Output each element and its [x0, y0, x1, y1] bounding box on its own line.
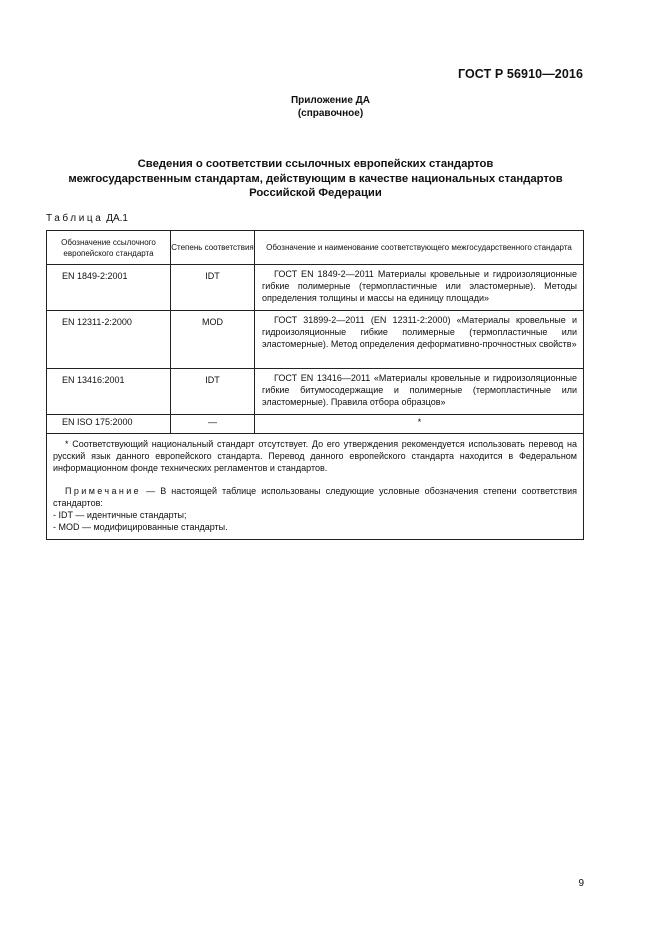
interstate-standard-cell: * [255, 415, 584, 434]
ref-standard-cell: EN ISO 175:2000 [47, 415, 171, 434]
page-number: 9 [578, 878, 584, 889]
table-header-row [47, 231, 584, 265]
interstate-standard-cell: ГОСТ 31899-2—2011 (EN 12311-2:2000) «Материалы кровельные и гидроизоляционные гибкие полимерные (термопластичные или эластомерные). Метод определения деформативно-прочностных свойств» [255, 311, 584, 369]
appendix-heading [0, 94, 661, 120]
interstate-standard-cell: ГОСТ EN 1849-2—2011 Материалы кровельные и гидроизоляционные гибкие полимерные (термопластичные или эластомерные). Методы определения толщины и массы на единицу площади» [255, 265, 584, 311]
ref-standard-cell: EN 12311-2:2000 [47, 311, 171, 369]
table-row [47, 265, 584, 311]
note-item: - MOD — модифицированные стандарты. [53, 522, 228, 532]
table-label [46, 213, 128, 224]
degree-cell: MOD [171, 311, 255, 369]
table-notes-cell [47, 434, 584, 540]
table-label-prefix: Таблица [46, 213, 104, 224]
degree-cell: — [171, 415, 255, 434]
table-notes-row [47, 434, 584, 540]
appendix-subtitle: (справочное) [297, 108, 364, 119]
column-header: Обозначение и наименование соответствующего межгосударственного стандарта [255, 231, 584, 265]
appendix-title: Приложение ДА [290, 95, 371, 106]
table-label-number: ДА.1 [106, 213, 128, 224]
standards-table [46, 230, 584, 540]
ref-standard-cell: EN 1849-2:2001 [47, 265, 171, 311]
interstate-standard-cell: ГОСТ EN 13416—2011 «Материалы кровельные и гидроизоляционные гибкие битумосодержащие и полимерные (термопластичные или эластомерные). Правила отбора образцов» [255, 369, 584, 415]
degree-cell: IDT [171, 265, 255, 311]
main-title [0, 157, 631, 201]
document-code: ГОСТ Р 56910—2016 [457, 67, 583, 81]
table-row [47, 415, 584, 434]
table-note [53, 485, 577, 509]
column-header: Степень соответствия [171, 231, 255, 265]
note-text: — В настоящей таблице использованы следующие условные обозначения степени соответствия стандартов: [53, 486, 577, 508]
main-title-line: межгосударственным стандартам, действующим в качестве национальных стандартов [68, 172, 563, 185]
table-row [47, 311, 584, 369]
table-row [47, 369, 584, 415]
main-title-line: Сведения о соответствии ссылочных европейских стандартов [137, 158, 494, 170]
main-title-line: Российской Федерации [249, 187, 382, 199]
table-footnote: * Соответствующий национальный стандарт отсутствует. До его утверждения рекомендуется использовать перевод на русский язык данного европейского стандарта. Перевод данного европейского стандарта находится в Федеральном информационном фонде технических регламентов и стандартов. [53, 439, 577, 473]
ref-standard-cell: EN 13416:2001 [47, 369, 171, 415]
note-prefix: Примечание [65, 486, 142, 496]
degree-cell: IDT [171, 369, 255, 415]
column-header: Обозначение ссылочного европейского стандарта [47, 231, 171, 265]
note-item: - IDT — идентичные стандарты; [53, 510, 187, 520]
